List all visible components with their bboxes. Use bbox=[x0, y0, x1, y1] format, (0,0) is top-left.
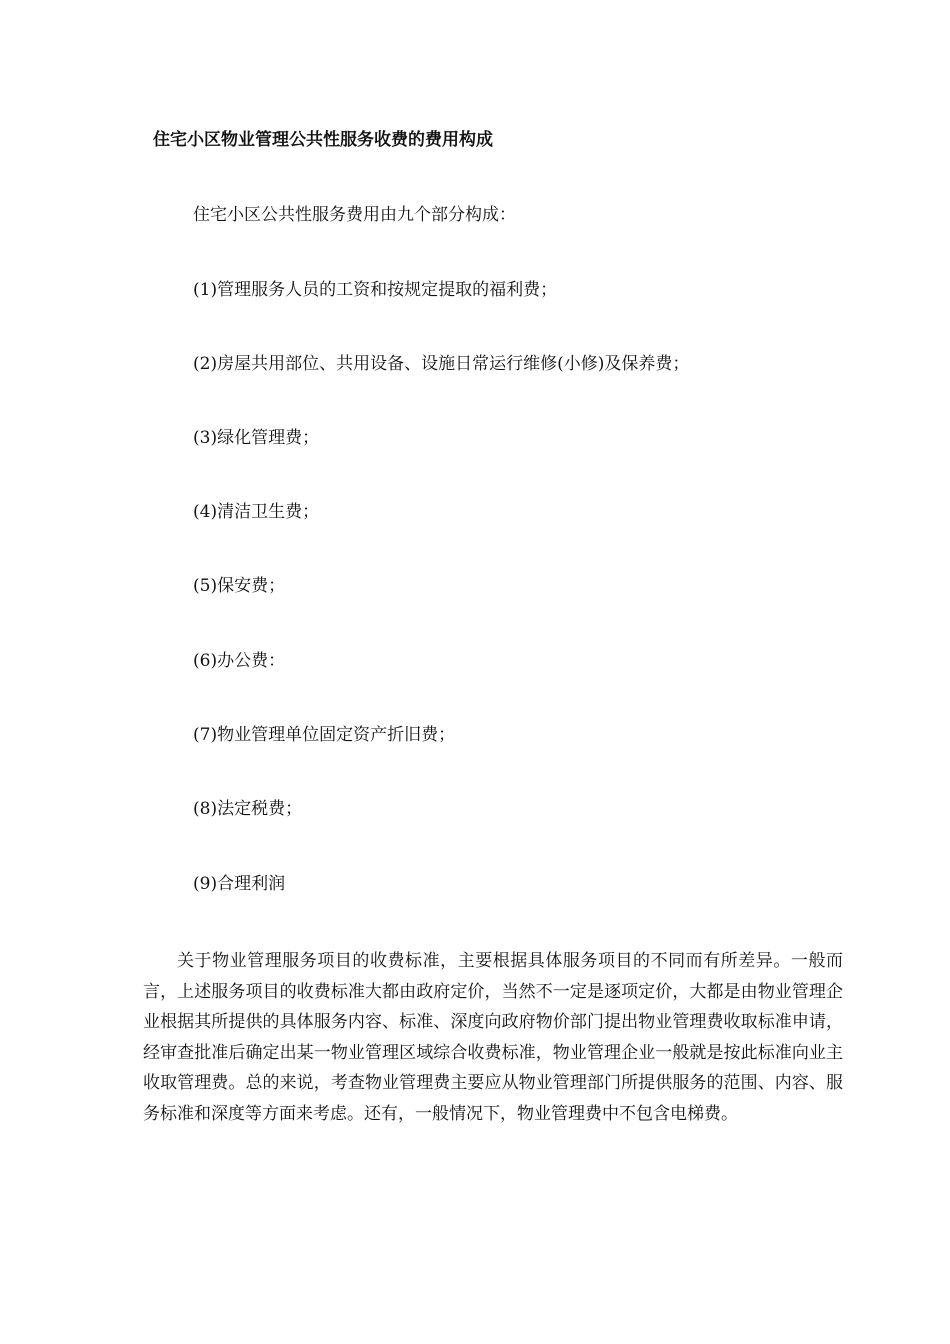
list-item-4: (4)清洁卫生费； bbox=[193, 502, 320, 522]
list-item-2: (2)房屋共用部位、共用设备、设施日常运行维修(小修)及保养费； bbox=[193, 354, 690, 374]
list-item-1: (1)管理服务人员的工资和按规定提取的福利费； bbox=[193, 280, 558, 300]
document-title: 住宅小区物业管理公共性服务收费的费用构成 bbox=[153, 130, 493, 150]
list-item-6: (6)办公费： bbox=[193, 651, 286, 671]
list-item-5: (5)保安费； bbox=[193, 576, 286, 596]
list-item-3: (3)绿化管理费； bbox=[193, 428, 320, 448]
intro-text: 住宅小区公共性服务费用由九个部分构成： bbox=[193, 205, 516, 225]
list-item-9: (9)合理利润 bbox=[193, 874, 286, 894]
list-item-8: (8)法定税费； bbox=[193, 799, 303, 819]
list-item-7: (7)物业管理单位固定资产折旧费； bbox=[193, 725, 456, 745]
body-paragraph: 关于物业管理服务项目的收费标准，主要根据具体服务项目的不同而有所差异。一般而言，上述服务项目的收费标准大都由政府定价，当然不一定是逐项定价，大都是由物业管理企业根据其所提供的具体服务内容、标准、深度向政府物价部门提出物业管理费收取标准申请，经审查批准后确定出某一物业管理区域综合收费标准，物业管理企业一般就是按此标准向业主收取管理费。总的来说，考查物业管理费主要应从物业管理部门所提供服务的范围、内容、服务标准和深度等方面来考虑。还有，一般情况下，物业管理费中不包含电梯费。 bbox=[143, 951, 843, 1124]
